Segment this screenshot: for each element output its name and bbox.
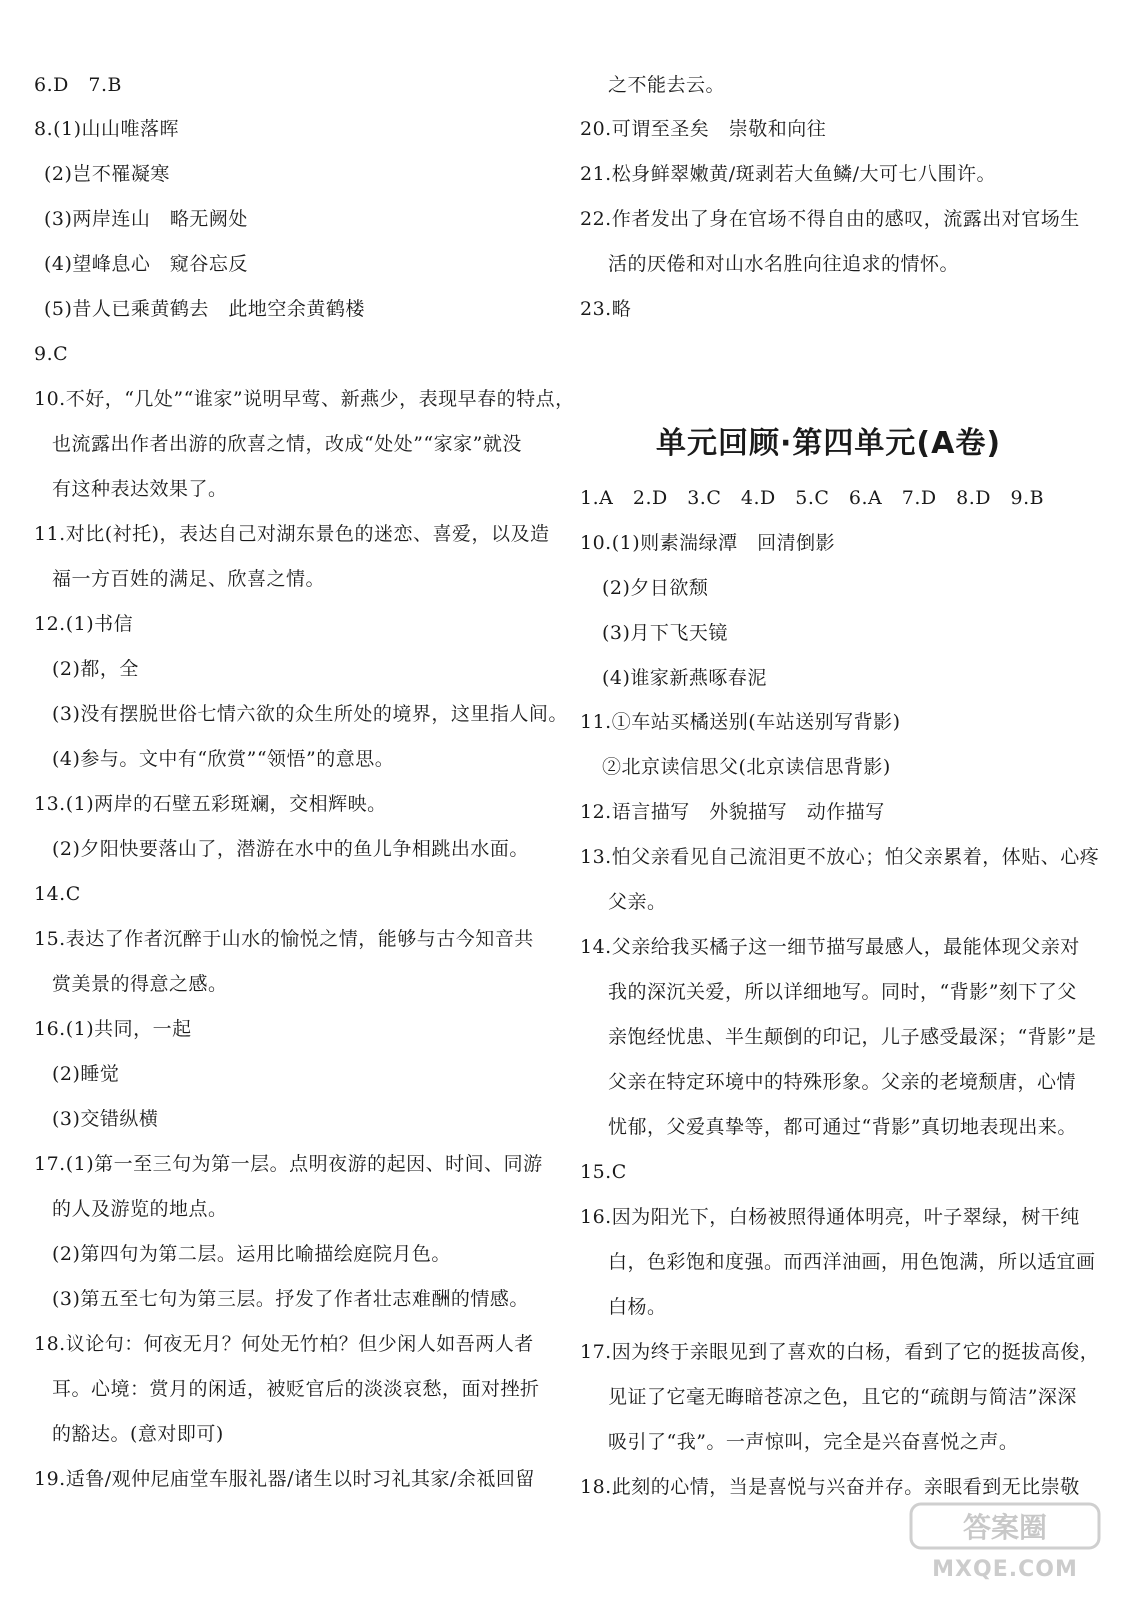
answer-line: 13.怕父亲看见自己流泪更不放心；怕父亲累着，体贴、心疼 (580, 846, 1100, 868)
answer-line: 17.(1)第一至三句为第一层。点明夜游的起因、时间、同游 (34, 1153, 543, 1175)
answer-line: (2)夕日欲颓 (602, 577, 709, 599)
answer-line: (4)参与。文中有“欣赏”“领悟”的意思。 (52, 748, 395, 770)
answer-line: 父亲在特定环境中的特殊形象。父亲的老境颓唐，心情 (608, 1071, 1077, 1093)
answer-line: 16.因为阳光下，白杨被照得通体明亮，叶子翠绿，树干纯 (580, 1206, 1080, 1228)
answer-line: 10.不好，“几处”“谁家”说明早莺、新燕少，表现早春的特点， (34, 388, 575, 410)
answer-line: (4)谁家新燕啄春泥 (602, 667, 767, 689)
answer-line: 的人及游览的地点。 (52, 1198, 228, 1220)
answer-line: 21.松身鲜翠嫩黄/斑剥若大鱼鳞/大可七八围许。 (580, 163, 997, 185)
answer-line: 父亲。 (608, 891, 667, 913)
answer-line: 忧郁，父爱真挚等，都可通过“背影”真切地表现出来。 (608, 1116, 1077, 1138)
answer-line: 16.(1)共同，一起 (34, 1018, 192, 1040)
answer-line: 见证了它毫无晦暗苍凉之色，且它的“疏朗与简洁”深深 (608, 1386, 1077, 1408)
answer-line: 我的深沉关爱，所以详细地写。同时，“背影”刻下了父 (608, 981, 1077, 1003)
answer-line: (3)两岸连山 略无阙处 (44, 208, 248, 230)
answer-line: 8.(1)山山唯落晖 (34, 118, 180, 140)
answer-line: 13.(1)两岸的石壁五彩斑斓，交相辉映。 (34, 793, 387, 815)
answer-line: (5)昔人已乘黄鹤去 此地空余黄鹤楼 (44, 298, 365, 320)
answer-line: 1.A 2.D 3.C 4.D 5.C 6.A 7.D 8.D 9.B (580, 487, 1045, 509)
answer-line: 白杨。 (608, 1296, 667, 1318)
answer-line: 福一方百姓的满足、欣喜之情。 (52, 568, 326, 590)
answer-line: 白，色彩饱和度强。而西洋油画，用色饱满，所以适宜画 (608, 1251, 1096, 1273)
answer-line: 6.D 7.B (34, 74, 122, 96)
answer-line: (2)都，全 (52, 658, 139, 680)
answer-line: 9.C (34, 343, 69, 365)
answer-line: (3)月下飞天镜 (602, 622, 728, 644)
answer-line: 14.父亲给我买橘子这一细节描写最感人，最能体现父亲对 (580, 936, 1080, 958)
answer-line: (2)第四句为第二层。运用比喻描绘庭院月色。 (52, 1243, 451, 1265)
answer-line: 活的厌倦和对山水名胜向往追求的情怀。 (608, 253, 960, 275)
answer-line: 有这种表达效果了。 (52, 478, 228, 500)
answer-line: 耳。心境：赏月的闲适，被贬官后的淡淡哀愁，面对挫折 (52, 1378, 540, 1400)
section-title: 单元回顾·第四单元(A卷) (656, 426, 1002, 461)
answer-line: (4)望峰息心 窥谷忘反 (44, 253, 248, 275)
answer-line: 17.因为终于亲眼见到了喜欢的白杨，看到了它的挺拔高俊， (580, 1341, 1100, 1363)
answer-line: 14.C (34, 883, 81, 905)
answer-line: (3)交错纵横 (52, 1108, 159, 1130)
answer-line: 19.适鲁/观仲尼庙堂车服礼器/诸生以时习礼其家/余祗回留 (34, 1468, 535, 1490)
answer-line: (2)睡觉 (52, 1063, 120, 1085)
answer-line: 11.①车站买橘送别(车站送别写背影) (580, 711, 901, 733)
answer-line: 12.语言描写 外貌描写 动作描写 (580, 801, 885, 823)
answer-line: 的豁达。(意对即可) (52, 1423, 224, 1445)
answer-line: (3)没有摆脱世俗七情六欲的众生所处的境界，这里指人间。 (52, 703, 568, 725)
answer-line: (2)夕阳快要落山了，潜游在水中的鱼儿争相跳出水面。 (52, 838, 529, 860)
answer-line: (3)第五至七句为第三层。抒发了作者壮志难酬的情感。 (52, 1288, 529, 1310)
answer-line: 之不能去云。 (608, 74, 726, 96)
answer-line: 23.略 (580, 298, 632, 320)
watermark-title: 答案圈 (962, 1511, 1048, 1544)
answer-line: 亲饱经忧患、半生颠倒的印记，儿子感受最深；“背影”是 (608, 1026, 1097, 1048)
answer-line: 也流露出作者出游的欣喜之情，改成“处处”“家家”就没 (52, 433, 522, 455)
answer-line: 赏美景的得意之感。 (52, 973, 228, 995)
answer-line: 12.(1)书信 (34, 613, 134, 635)
answer-line: 11.对比(衬托)，表达自己对湖东景色的迷恋、喜爱，以及造 (34, 523, 550, 545)
answer-line: 15.C (580, 1161, 627, 1183)
answer-line: 吸引了“我”。一声惊叫，完全是兴奋喜悦之声。 (608, 1431, 1019, 1453)
answer-line: ②北京读信思父(北京读信思背影) (602, 756, 891, 778)
answer-line: 18.此刻的心情，当是喜悦与兴奋并存。亲眼看到无比崇敬 (580, 1476, 1080, 1498)
watermark-logo (905, 1500, 1105, 1586)
answer-line: 15.表达了作者沉醉于山水的愉悦之情，能够与古今知音共 (34, 928, 534, 950)
answer-line: 20.可谓至圣矣 崇敬和向往 (580, 118, 827, 140)
answer-line: 10.(1)则素湍绿潭 回清倒影 (580, 532, 836, 554)
answer-line: 22.作者发出了身在官场不得自由的感叹，流露出对官场生 (580, 208, 1080, 230)
watermark-domain: MXQE.COM (932, 1557, 1078, 1582)
answer-line: 18.议论句：何夜无月？何处无竹柏？但少闲人如吾两人者 (34, 1333, 534, 1355)
answer-line: (2)岂不罹凝寒 (44, 163, 170, 185)
